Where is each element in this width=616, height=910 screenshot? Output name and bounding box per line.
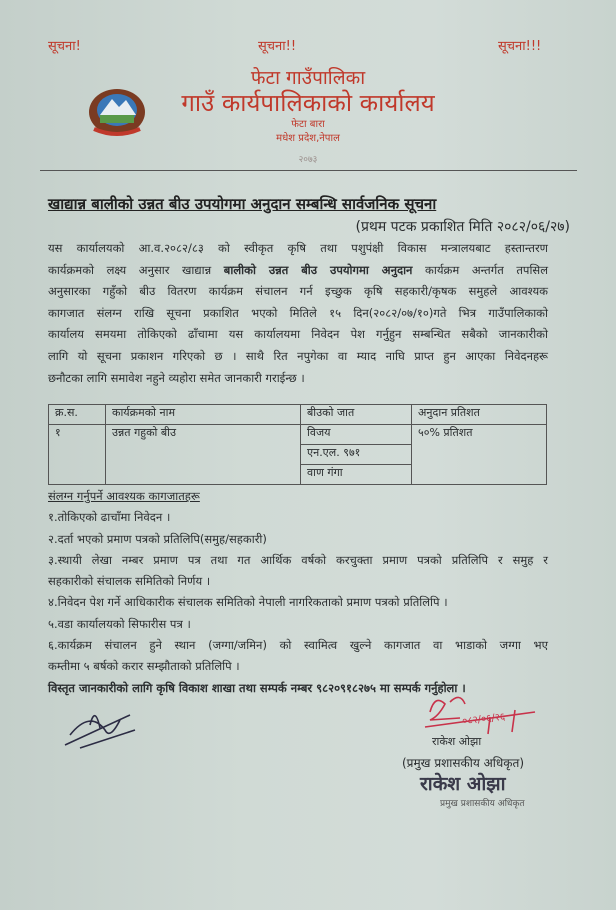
header-cell: अनुदान प्रतिशत: [412, 405, 547, 425]
signature-date: ०८२/०६/२६: [461, 711, 506, 728]
body-text: कार्यक्रमको लक्ष्य अनुसार खाद्यान्न: [48, 262, 224, 277]
program-cell: उन्नत गहुको बीउ: [106, 425, 301, 485]
office-name: गाउँ कार्यपालिकाको कार्यालय: [181, 89, 435, 117]
document-item: ४.निवेदन पेश गर्ने आधिकारीक संचालक समितिको नेपाली नागरिकताको प्रमाण पत्रको प्रतिलिपि ।: [48, 595, 448, 610]
document-item: ५.वडा कार्यालयको सिफारीस पत्र ।: [48, 616, 191, 631]
notice-body: [48, 238, 548, 389]
municipality-name: फेटा गाउँपालिका: [250, 67, 366, 89]
document-item: २.दर्ता भएको प्रमाण पत्रको प्रतिलिपि(समुह/सहकारी): [48, 531, 267, 546]
variety-cell: एन.एल. ९७१: [301, 445, 412, 465]
sn-cell: १: [49, 425, 106, 485]
required-documents: [48, 486, 548, 699]
body-line: कागजात संलग्न राखि सूचना प्रकाशित भएको मितिले १५ दिन(२०८२/०७/१०)गते भित्र गाउँपालिकाको: [48, 305, 548, 320]
notice-label-1: सूचना!: [48, 39, 81, 54]
document-item: सहकारीको संचालक समितिको निर्णय ।: [48, 574, 211, 589]
stamp-year: २०७३: [298, 155, 318, 165]
body-bold-text: बालीको उन्नत बीउ उपयोगमा अनुदान: [223, 262, 413, 277]
subsidy-table: [48, 404, 547, 485]
header-cell: क्र.स.: [49, 405, 106, 425]
notice-label-2: सूचना!!: [258, 39, 297, 54]
variety-cell: वाण गंगा: [301, 465, 412, 485]
office-province: मधेश प्रदेश,नेपाल: [276, 133, 340, 144]
table-row: [49, 425, 547, 445]
body-line: छनौटका लागि समावेश नहुने व्यहोरा समेत जानकारी गराईन्छ ।: [48, 370, 305, 385]
document-item: ६.कार्यक्रम संचालन हुने स्थान (जग्गा/जमिन) को स्वामित्व खुल्ने कागजात वा भाडाको जग्गा भए: [48, 638, 548, 653]
notice-title: खाद्यान्न बालीको उन्नत बीउ उपयोगमा अनुदान सम्बन्धि सार्वजनिक सूचना: [48, 195, 437, 213]
notice-label-3: सूचना!!!: [498, 39, 542, 54]
header-cell: बीउको जात: [301, 405, 412, 425]
documents-heading: संलग्न गर्नुपर्ने आवश्यक कागजातहरू: [48, 489, 200, 503]
stamp-designation: प्रमुख प्रशासकीय अधिकृत: [440, 799, 525, 809]
body-line: कार्यालय समयमा तोकिएको ढाँचामा यस कार्यालयमा निवेदन पेश गर्नुहुन सम्बन्धित सबैको जानकारीको: [48, 327, 548, 342]
left-signature: [60, 700, 140, 755]
variety-cell: विजय: [301, 425, 412, 445]
table-header-row: [49, 405, 547, 425]
publication-date: (प्रथम पटक प्रकाशित मिति २०८२/०६/२७): [355, 219, 570, 235]
subsidy-cell: ५०% प्रतिशत: [412, 425, 547, 485]
header-cell: कार्यक्रमको नाम: [106, 405, 301, 425]
document-item: कम्तीमा ५ बर्षको करार सम्झौताको प्रतिलिपि ।: [48, 659, 240, 674]
document-item: १.तोकिएको ढाचाँमा निवेदन ।: [48, 510, 171, 525]
contact-line: विस्तृत जानकारीको लागि कृषि विकाश शाखा तथा सम्पर्क नम्बर ९८२०९१८२७५ मा सम्पर्क गर्नुहोला ।: [48, 680, 466, 695]
document-item: ३.स्थायी लेखा नम्बर प्रमाण पत्र तथा गत आर्थिक वर्षको करचुक्ता प्रमाण पत्रको प्रतिलिपि र समुह र: [48, 552, 548, 567]
body-line: [48, 260, 548, 282]
signatory-designation: (प्रमुख प्रशासकीय अधिकृत): [402, 756, 525, 770]
body-line: यस कार्यालयको आ.व.२०८२/८३ को स्वीकृत कृषि तथा पशुपंक्षी विकास मन्त्रालयबाट हस्तान्तरण: [48, 241, 548, 255]
body-line: लागि यो सूचना प्रकाशन गरिएको छ । साथै रित नपुगेका वा म्याद नाघि प्राप्त हुन आएका निवेदनहरू: [48, 348, 548, 363]
signatory-name: राकेश ओझा: [432, 735, 482, 748]
office-location: फेटा बारा: [291, 119, 325, 130]
body-line: अनुसारका गहुँको बीउ वितरण कार्यक्रम संचालन गर्न इच्छुक कृषि सहकारी/कृषक समुहले आवश्यक: [48, 284, 548, 299]
header-divider: [40, 170, 577, 171]
body-text: कार्यक्रम अन्तर्गत तपसिल: [412, 262, 548, 277]
stamp-name: राकेश ओझा: [420, 773, 506, 795]
